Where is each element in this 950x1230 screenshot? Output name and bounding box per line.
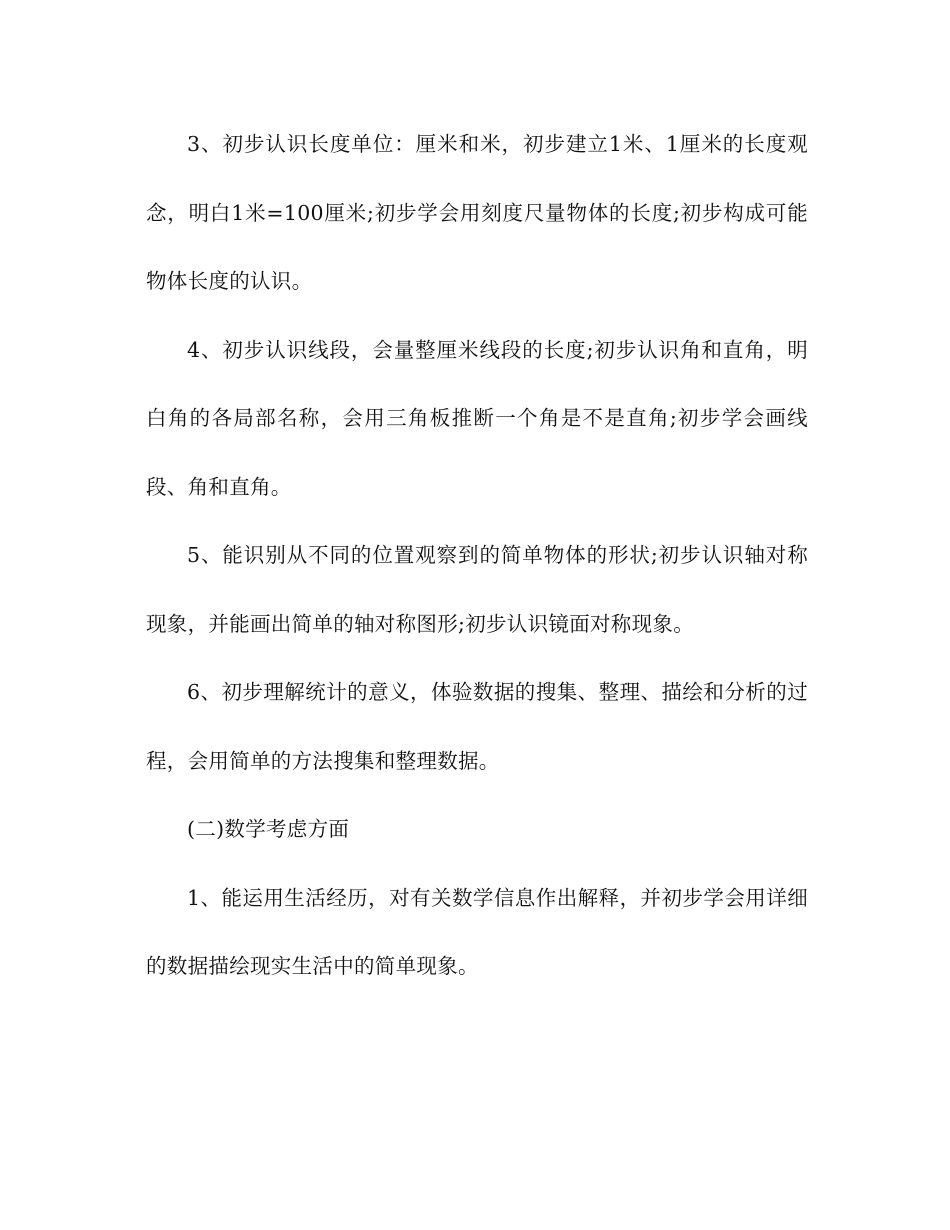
paragraph-statistics: 6、初步理解统计的意义，体验数据的搜集、整理、描绘和分析的过程，会用简单的方法搜集和整理数据。 <box>146 680 808 773</box>
document-body <box>146 110 808 1001</box>
paragraph-life-experience: 1、能运用生活经历，对有关数学信息作出解释，并初步学会用详细的数据描绘现实生活中的简单现象。 <box>146 885 808 978</box>
paragraph-symmetry: 5、能识别从不同的位置观察到的简单物体的形状;初步认识轴对称现象，并能画出简单的轴对称图形;初步认识镜面对称现象。 <box>146 543 808 636</box>
section-heading-math-thinking: (二)数学考虑方面 <box>187 817 350 841</box>
paragraph-length-units: 3、初步认识长度单位：厘米和米，初步建立1米、1厘米的长度观念，明白1米=100厘米;初步学会用刻度尺量物体的长度;初步构成可能物体长度的认识。 <box>146 132 808 293</box>
paragraph-line-segments-angles: 4、初步认识线段，会量整厘米线段的长度;初步认识角和直角，明白角的各局部名称，会用三角板推断一个角是不是直角;初步学会画线段、角和直角。 <box>146 337 808 499</box>
